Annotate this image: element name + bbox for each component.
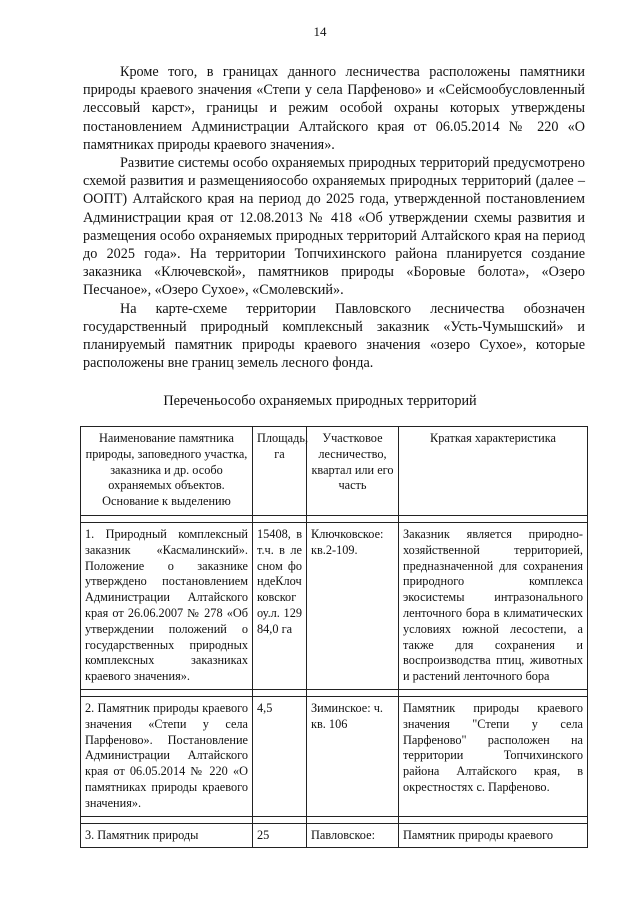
cell-name: 2. Памятник природы краевого значения «Степи у села Парфеново». Постановление Администрации Алтайского края от 06.05.2014 № 220 «О памятниках природы краевого значения».	[81, 696, 253, 816]
header-forestry: Участковое лесничество, квартал или его часть	[307, 427, 399, 516]
table-row	[81, 696, 588, 816]
cell-name: 3. Памятник природы	[81, 823, 253, 848]
table-title: Переченьособо охраняемых природных территорий	[163, 393, 477, 409]
table-spacer-row	[81, 516, 588, 523]
cell-description: Памятник природы краевого	[399, 823, 588, 848]
protected-areas-table	[80, 426, 588, 848]
page-number: 14	[313, 24, 327, 39]
table-row	[81, 823, 588, 848]
header-area: Площадь, га	[253, 427, 307, 516]
header-name: Наименование памятника природы, заповедного участка, заказника и др. особо охраняемых объектов. Основание к выделению	[81, 427, 253, 516]
table-spacer-row	[81, 689, 588, 696]
paragraph-2: Развитие системы особо охраняемых природных территорий предусмотрено схемой развития и размещенияособо охраняемых природных территорий (далее – ООПТ) Алтайского края на период до 2025 года, утвержденной постановлением Администрации края от 12.08.2013 № 418 «Об утверждении схемы развития и размещения особо охраняемых природных территорий Алтайского края на период до 2025 года». На территории Топчихинского района планируется создание заказника «Ключевской», памятников природы «Боровые болота», «Озеро Песчаное», «Озеро Сухое», «Смолевский».	[83, 155, 585, 299]
cell-area: 4,5	[253, 696, 307, 816]
header-description: Краткая характеристика	[399, 427, 588, 516]
table-row	[81, 523, 588, 690]
cell-forestry: Зиминское: ч. кв. 106	[307, 696, 399, 816]
table-header-row	[81, 427, 588, 516]
cell-name: 1. Природный комплексный заказник «Касмалинский». Положение о заказнике утверждено постановлением Администрации Алтайского края от 26.06.2007 № 278 «Об утверждении положений о государственных природных комплексных заказниках краевого значения».	[81, 523, 253, 690]
table-spacer-row	[81, 816, 588, 823]
cell-area: 25	[253, 823, 307, 848]
cell-forestry: Павловское:	[307, 823, 399, 848]
body-text	[83, 63, 585, 372]
cell-description: Памятник природы краевого значения "Степи у села Парфеново" расположен на территории Топчихинского района Алтайского края, в окрестностях с. Парфеново.	[399, 696, 588, 816]
paragraph-1: Кроме того, в границах данного лесничества расположены памятники природы краевого значения «Степи у села Парфеново» и «Сейсмообусловленный лессовый карст», границы и режим особой охраны которых утверждены постановлением Администрации Алтайского края от 06.05.2014 № 220 «О памятниках природы краевого значения».	[83, 64, 585, 153]
cell-description: Заказник является природно-хозяйственной территорией, предназначенной для сохранения природного комплекса экосистемы интразонального ленточного бора в климатических условиях южной лесостепи, а также для сохранения и воспроизводства птиц, животных и растений ленточного бора	[399, 523, 588, 690]
cell-forestry: Ключковское: кв.2-109.	[307, 523, 399, 690]
paragraph-3: На карте-схеме территории Павловского лесничества обозначен государственный природный комплексный заказник «Усть-Чумышский» и планируемый памятник природы краевого значения «озеро Сухое», которые расположены вне границ земель лесного фонда.	[83, 300, 585, 372]
cell-area: 15408, в т.ч. в лесном фондеКлочковскогоу.л. 12984,0 га	[253, 523, 307, 690]
